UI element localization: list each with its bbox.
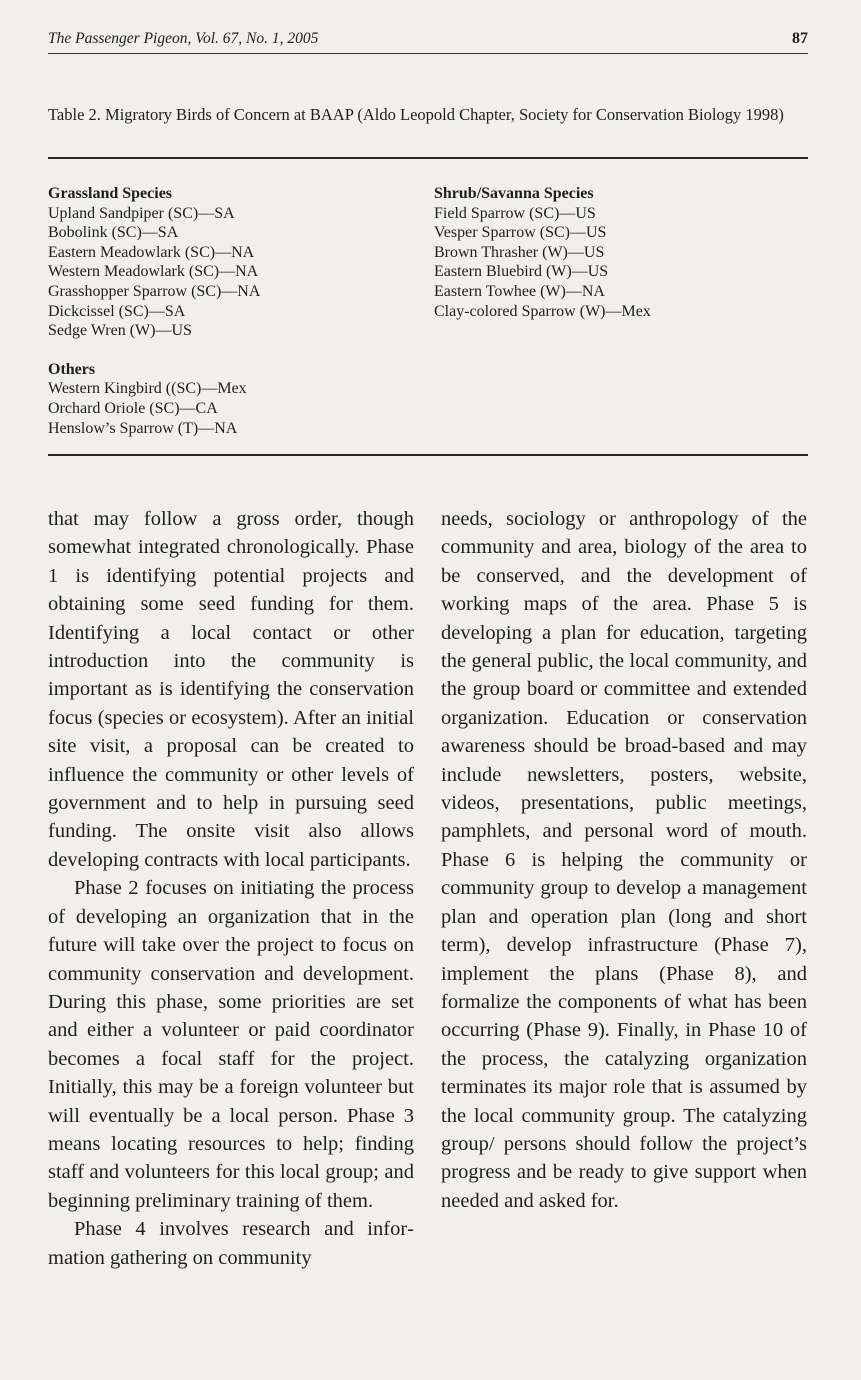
others-list [48, 379, 428, 438]
species-item: Grasshopper Sparrow (SC)—NA [48, 282, 261, 300]
species-item: Clay-colored Sparrow (W)—Mex [434, 302, 651, 320]
table-left-column [48, 184, 428, 438]
species-item: Brown Thrasher (W)—US [434, 243, 605, 261]
species-item: Eastern Meadowlark (SC)—NA [48, 243, 255, 261]
page-number: 87 [792, 30, 808, 47]
species-item: Dickcissel (SC)—SA [48, 302, 186, 320]
species-item: Vesper Sparrow (SC)—US [434, 224, 607, 242]
shrub-heading: Shrub/Savanna Species [434, 185, 594, 202]
paragraph: Phase 2 focuses on initiating the process of developing an organization that in the future will take over the project to focus on community conservation and development. During this phase, some priorities are set and either a volunteer or paid coordinator becomes a focal staff for the project. Initially, this may be a foreign volunteer but will eventually be a local person. Phase 3 means locating resources to help; finding staff and volunteers for this local group; and beginning preliminary training of them. [48, 877, 414, 1212]
table-right-column [434, 184, 808, 321]
paragraph: Phase 4 involves research and information gathering on community [48, 1218, 414, 1269]
table-top-rule [48, 157, 808, 159]
others-heading: Others [48, 360, 96, 378]
species-item: Orchard Oriole (SC)—CA [48, 399, 218, 417]
species-item: Western Kingbird ((SC)—Mex [48, 380, 247, 398]
body-column-right [441, 505, 807, 1215]
running-header [48, 30, 808, 48]
paragraph: that may follow a gross order, though somewhat integrated chronologically. Phase 1 is identifying potential projects and obtaining some seed funding for them. Identifying a local contact or other introduction into the community is important as is identifying the conservation focus (species or ecosystem). After an initial site visit, a proposal can be created to influence the community or other levels of government and to help in pursuing seed funding. The onsite visit also allows developing contracts with local participants. [48, 508, 414, 871]
species-item: Field Sparrow (SC)—US [434, 204, 596, 222]
species-item: Upland Sandpiper (SC)—SA [48, 204, 235, 222]
species-item: Sedge Wren (W)—US [48, 322, 192, 340]
species-item: Eastern Bluebird (W)—US [434, 263, 609, 281]
species-item: Henslow’s Sparrow (T)—NA [48, 419, 238, 437]
grassland-list [48, 204, 428, 341]
species-item: Bobolink (SC)—SA [48, 224, 179, 242]
paragraph: needs, sociology or anthropology of the community and area, biology of the area to be conserved, and the development of working maps of the area. Phase 5 is developing a plan for education, targeting the general public, the local community, and the group board or committee and extended organization. Education or conservation awareness should be broad-based and may include newsletters, posters, website, videos, presentations, public meetings, pamphlets, and personal word of mouth. Phase 6 is helping the community or community group to develop a management plan and operation plan (long and short term), develop infrastructure (Phase 7), implement the plans (Phase 8), and formalize the components of what has been occurring (Phase 9). Finally, in Phase 10 of the process, the catalyzing organization terminates its major role that is assumed by the local community group. The catalyzing group/ persons should follow the project’s progress and be ready to give support when needed and asked for. [441, 508, 807, 1212]
species-item: Eastern Towhee (W)—NA [434, 282, 605, 300]
header-rule [48, 53, 808, 54]
grassland-heading: Grassland Species [48, 185, 173, 202]
body-column-left [48, 505, 414, 1272]
table-caption: Table 2. Migratory Birds of Concern at BAAP (Aldo Leopold Chapter, Society for Conservation Biology 1998) [48, 105, 784, 124]
species-item: Western Meadowlark (SC)—NA [48, 263, 259, 281]
journal-title: The Passenger Pigeon, Vol. 67, No. 1, 2005 [48, 30, 319, 47]
shrub-list [434, 204, 808, 322]
table-bottom-rule [48, 454, 808, 456]
